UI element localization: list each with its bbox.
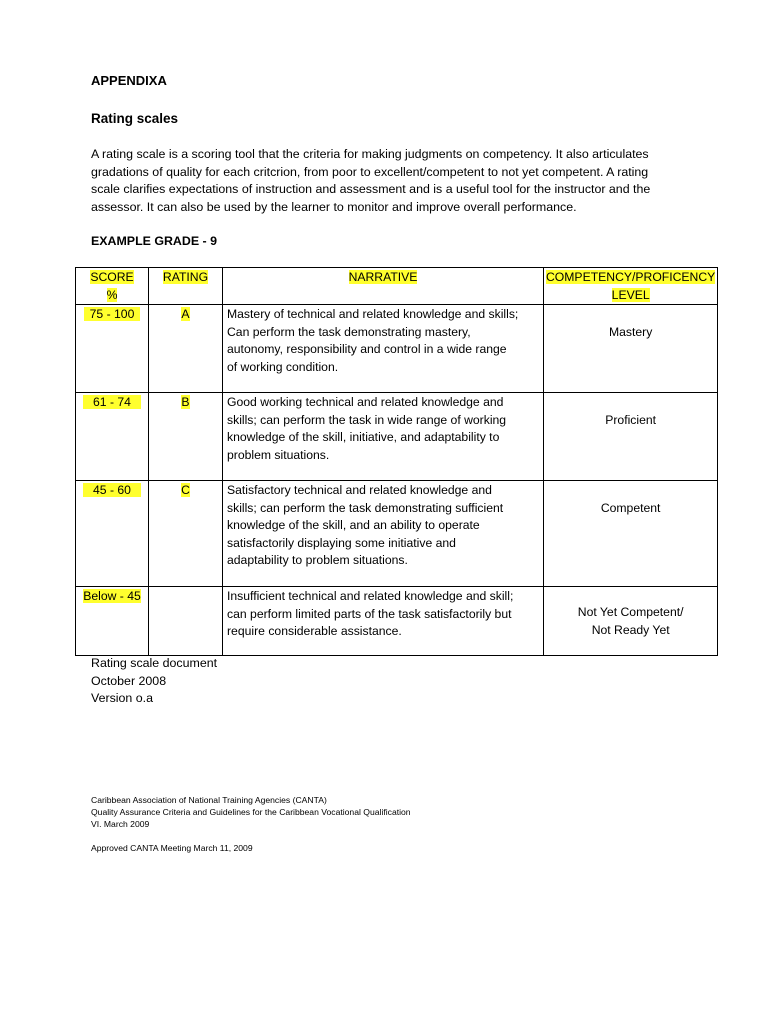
narrative-line: knowledge of the skill, initiative, and adaptability to — [227, 430, 500, 444]
intro-line: gradations of quality for each critcrion, from poor to excellent/competent to not yet competent. A rating — [91, 164, 649, 179]
narrative-line: Good working technical and related knowledge and — [227, 395, 504, 409]
table-header-row — [76, 268, 718, 305]
level-value: Competent — [600, 501, 661, 515]
rating-cell — [149, 305, 223, 393]
document-info-line: Rating scale document — [91, 656, 218, 670]
level-cell — [544, 481, 718, 587]
narrative-line: knowledge of the skill, and an ability to operate — [227, 518, 480, 532]
narrative-line: problem situations. — [227, 447, 330, 462]
source-citation — [91, 794, 411, 854]
header-level-line2: LEVEL — [611, 287, 650, 302]
rating-value: A — [181, 307, 190, 321]
header-narrative — [223, 268, 544, 305]
narrative-line: can perform limited parts of the task satisfactorily but — [227, 606, 512, 621]
score-cell — [76, 393, 149, 481]
table-row — [76, 587, 718, 656]
source-line: Quality Assurance Criteria and Guidelines for the Caribbean Vocational Qualification — [91, 807, 411, 817]
table-row — [76, 305, 718, 393]
table-row — [76, 393, 718, 481]
narrative-line: Insufficient technical and related knowledge and skill; — [227, 589, 514, 603]
narrative-line: require considerable assistance. — [227, 624, 402, 638]
intro-line: scale clarifies expectations of instruction and assessment and is a useful tool for the instructor and the — [91, 182, 651, 197]
source-line: Caribbean Association of National Training Agencies (CANTA) — [91, 795, 327, 805]
rating-scale-table — [75, 267, 718, 656]
score-cell — [76, 305, 149, 393]
level-value: Proficient — [605, 413, 657, 427]
narrative-line: autonomy, responsibility and control in a wide range — [227, 342, 507, 356]
narrative-cell — [223, 481, 544, 587]
header-narrative-label: NARRATIVE — [348, 270, 418, 284]
level-cell — [544, 393, 718, 481]
score-value: 75 - 100 — [84, 307, 141, 321]
narrative-line: Satisfactory technical and related knowledge and — [227, 483, 492, 497]
score-value: 45 - 60 — [83, 483, 141, 497]
example-heading: EXAMPLE GRADE - 9 — [91, 234, 217, 248]
header-level-line1: COMPETENCY/PROFICENCY — [546, 270, 716, 284]
level-value: Not Ready Yet — [591, 622, 670, 637]
rating-value: C — [181, 483, 190, 497]
header-rating-label: RATING — [162, 270, 209, 284]
header-score-line1: SCORE — [90, 270, 134, 284]
narrative-cell — [223, 393, 544, 481]
document-info — [91, 655, 217, 708]
score-value: Below - 45 — [83, 589, 141, 603]
rating-cell — [149, 481, 223, 587]
document-info-line: Version o.a — [91, 691, 153, 706]
intro-line: A rating scale is a scoring tool that the criteria for making judgments on competency. It also articulates — [91, 147, 649, 161]
header-rating — [149, 268, 223, 305]
intro-paragraph — [91, 146, 716, 216]
narrative-line: adaptability to problem situations. — [227, 553, 408, 567]
narrative-line: of working condition. — [227, 359, 339, 374]
table-row — [76, 481, 718, 587]
level-value: Mastery — [608, 325, 653, 339]
narrative-line: Can perform the task demonstrating mastery, — [227, 324, 471, 339]
narrative-cell — [223, 305, 544, 393]
intro-line: assessor. It can also be used by the learner to monitor and improve overall performance. — [91, 199, 577, 214]
level-cell — [544, 305, 718, 393]
score-value: 61 - 74 — [83, 395, 141, 409]
header-level — [544, 268, 718, 305]
header-score-line2: % — [106, 287, 118, 302]
header-score — [76, 268, 149, 305]
rating-cell — [149, 587, 223, 656]
rating-cell — [149, 393, 223, 481]
narrative-line: Mastery of technical and related knowledge and skills; — [227, 307, 519, 321]
rating-value: B — [181, 395, 190, 409]
source-line: VI. March 2009 — [91, 819, 150, 829]
narrative-cell — [223, 587, 544, 656]
score-cell — [76, 481, 149, 587]
appendix-title: APPENDIXA — [91, 73, 167, 88]
level-cell — [544, 587, 718, 656]
narrative-line: satisfactorily displaying some initiative and — [227, 535, 456, 550]
level-value: Not Yet Competent/ — [577, 605, 684, 619]
document-info-line: October 2008 — [91, 673, 167, 688]
score-cell — [76, 587, 149, 656]
approval-note: Approved CANTA Meeting March 11, 2009 — [91, 843, 253, 853]
section-title: Rating scales — [91, 111, 179, 126]
narrative-line: skills; can perform the task in wide range of working — [227, 412, 507, 427]
narrative-line: skills; can perform the task demonstrating sufficient — [227, 500, 504, 515]
